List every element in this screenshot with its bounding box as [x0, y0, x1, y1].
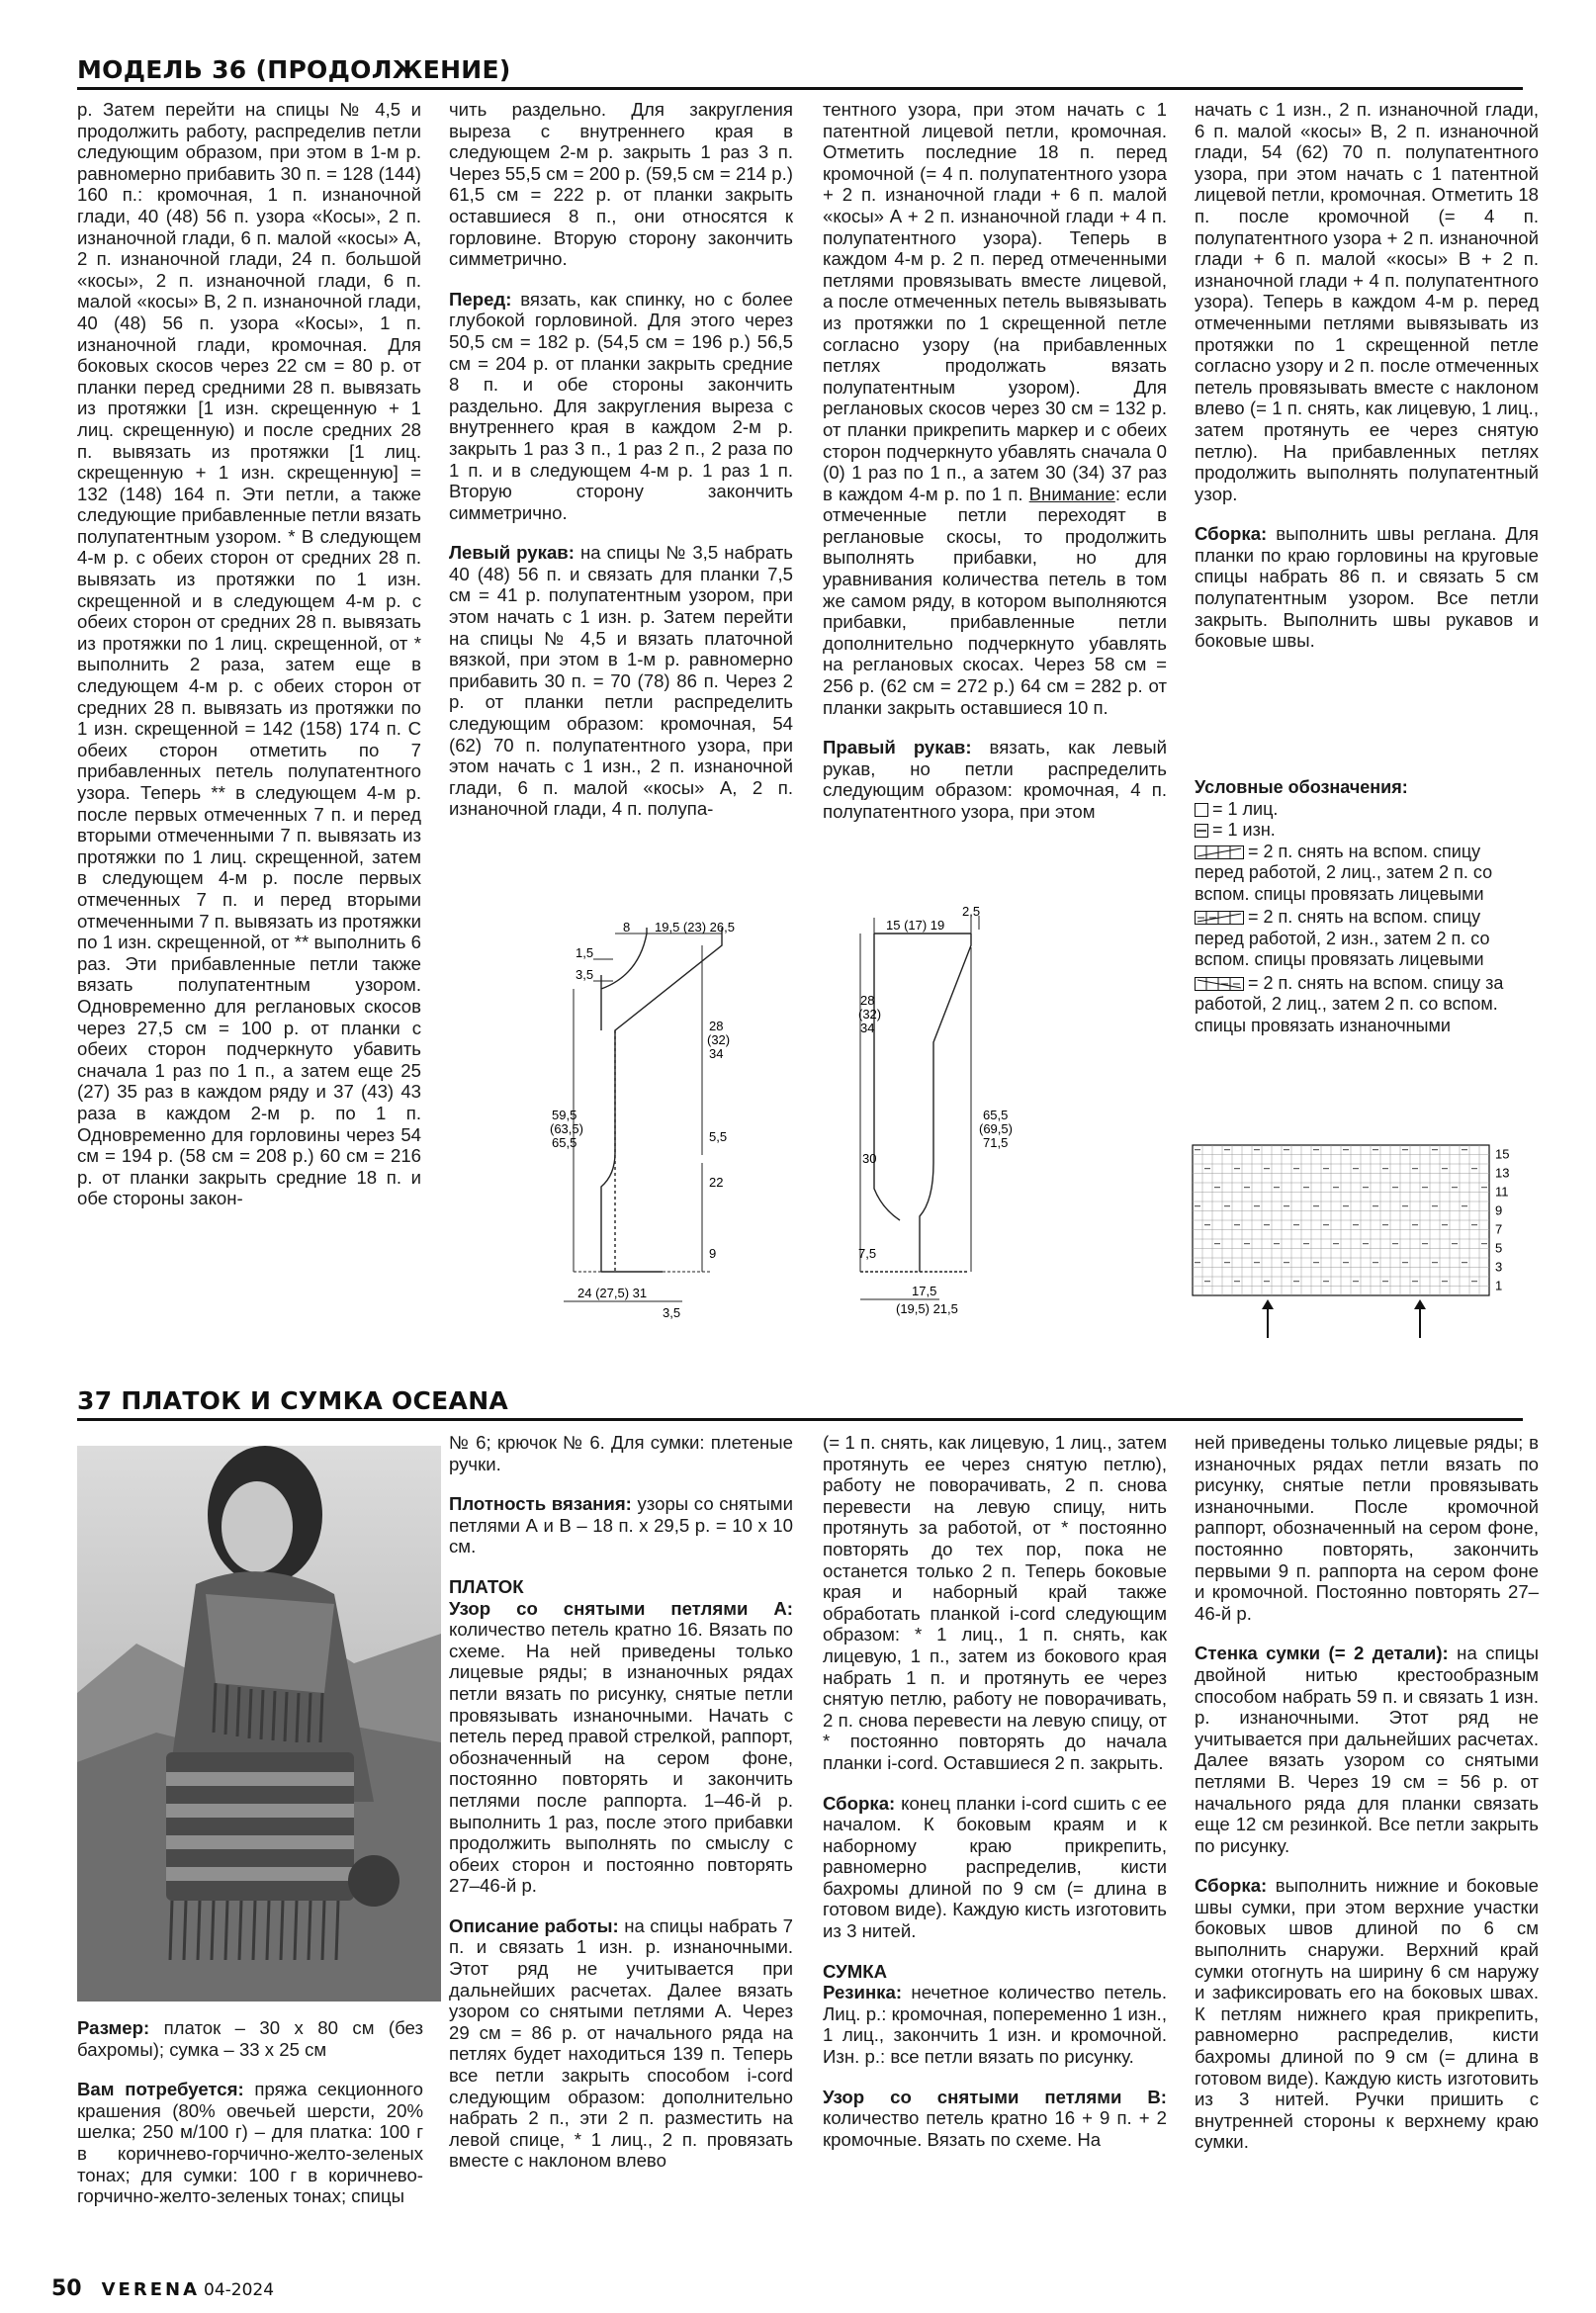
paragraph-lead: Сборка: [1195, 1875, 1268, 1897]
dim-label: 9 [709, 1246, 717, 1261]
legend-item: = 1 изн. [1195, 820, 1531, 842]
dim-label: (32) [707, 1032, 731, 1047]
section-heading: СУМКА [823, 1960, 888, 1982]
gauge-paragraph: Плотность вязания: узоры со снятыми петлями А и В – 18 п. х 29,5 р. = 10 х 10 см. [449, 1493, 793, 1557]
assembly-paragraph: Сборка: выполнить швы реглана. Для планки по краю горловины на круговые спицы набрать 86 п. и связать 5 см полупатентным узором. Все петли закрыть. Выполнить швы рукавов и боковые швы. [1195, 523, 1539, 652]
legend-item: = 2 п. снять на вспом. спицу за работой, 2 лиц., затем 2 п. со вспом. спицы провязать изнаночными [1195, 972, 1504, 1035]
dim-label: (63,5) [550, 1121, 583, 1136]
text-paragraph: р. Затем перейти на спицы № 4,5 и продолжить работу, распределив петли следующим образом, при этом в 1-м р. равномерно прибавить 30 п. = 128 (144) 160 п.: кромочная, 1 п. изнаночной глади, 40 (48) 56 п. узора «Косы», 2 п. изнаночной глади, 6 п. малой «косы» А, 2 п. изнаночной глади, 24 п. большой «косы», 2 п. изнаночной глади, 6 п. малой «косы» В, 2 п. изнаночной глади, 40 (48) 56 п. узора «Косы», 1 п. изнаночной глади, кромочная. Для боковых скосов через 22 см = 80 р. от планки перед средними 28 п. вывязать из протяжки [1 изн. скрещенную + 1 лиц. скрещенную) и после средних 28 п. вывязать из протяжки [1 лиц. скрещенную + 1 изн. скрещенную] = 132 (148) 164 п. Эти петли, а также следующие прибавленные петли вязать полупатентным узором. * В следующем 4-м р. с обеих сторон от средних 28 п. вывязать из протяжки по 1 изн. скрещенной и в следующем 4-м р. с обеих сторон от средних 28 п. вывязать из протяжки по 1 лиц. скрещенной, от * выполнить 2 раза, затем еще в следующем 4-м р. с обеих сторон от средних 28 п. вывязать из протяжки по 1 изн. скрещенной = 142 (158) 174 п. С обеих сторон отметить по 7 прибавленных петель полупатентного узора. Теперь ** в следующем 4-м р. после первых отмеченных 7 п. и перед вторыми отмеченными 7 п. вывязать из протяжки по 1 лиц. скрещенной, затем в следующем 4-м р. после первых отмеченных 7 п. и перед вторыми отмеченными 7 п. вывязать из протяжки по 1 изн. скрещенной, от ** выполнить 6 раз. Эти прибавленные петли также вязать полупатентным узором. Одновременно для реглановых скосов через 27,5 см = 100 р. от планки с обеих сторон подчеркнуто убавить сначала 1 раз по 1 п., а затем еще 25 (27) 35 раз в каждом ряду и 37 (43) 43 раза в каждом 2-м р. по 1 п. Одновременно для горловины через 54 см = 194 р. (58 см = 208 р.) 60 см = 216 р. от планки закрыть средние 18 п. и обе стороны закон- [77, 99, 421, 1209]
row-number: 11 [1495, 1184, 1509, 1200]
dim-label: 65,5 [983, 1108, 1009, 1122]
bag-wall-paragraph: Стенка сумки (= 2 детали): на спицы двойной нитью крестообразным способом набрать 59 п. и связать 1 изн. р. изнаночными. Этот ряд не учитывается при дальнейших расчетах. Далее вязать узором со снятыми петлями В. Через 19 см = 56 р. от начального ряда для планки связать еще 12 см резинкой. Все петли закрыть по рисунку. [1195, 1643, 1539, 1856]
dim-label: 22 [709, 1175, 724, 1190]
model37-column-1 [77, 2017, 423, 2226]
dim-label: 28 [709, 1019, 724, 1033]
pattern-a-paragraph: Узор со снятыми петлями А: количество петель кратно 16. Вязать по схеме. На ней приведены только лицевые ряды; в изнаночных рядах петли вязать по рисунку, снятые петли провязывать изнаночными. Начать с петель перед правой стрелкой, раппорт, обозначенный на сером фоне, постоянно повторять и закончить петлями после раппорта. 1–46-й р. выполнить 1 раз, после этого прибавки продолжить выполнять по смыслу с обеих сторон и постоянно повторять 27–46-й р. [449, 1597, 793, 1897]
work-description-paragraph: Описание работы: на спицы набрать 7 п. и связать 1 изн. р. изнаночными. Этот ряд не учитывается при дальнейших расчетах. Далее вязать узором со снятыми петлями А. Через 29 см = 86 р. от начального ряда на петлях будет находиться 139 п. Теперь все петли закрыть способом i-cord следующим образом: дополнительно набрать 2 п., эти 2 п. разместить на левой спице, * 1 лиц., 2 п. провязать вместе с наклоном влево [449, 1914, 793, 2172]
magazine-name: VERENA [101, 2279, 201, 2300]
dim-label: (69,5) [979, 1121, 1013, 1136]
model36-column-3 [823, 99, 1167, 842]
model36-column-1 [77, 99, 421, 1228]
dim-label: 3,5 [663, 1305, 681, 1320]
text-paragraph: начать с 1 изн., 2 п. изнаночной глади, 6 п. малой «косы» В, 2 п. изнаночной глади, 54 (62) 70 п. полупатентного узора, при этом начать с 1 патентной лицевой петли, кромочная. Отметить 18 п. после кромочной (= 4 п. полупатентного узора + 2 п. изнаночной глади + 6 п. малой «косы» В + 2 п. изнаночной глади + 4 п. полупатентного узора). Теперь в каждом 4-м р. перед отмеченными петлями вывязывать из протяжки по 1 скрещенной петле согласно узору и 2 п. после отмеченных петель провязывать вместе с наклоном влево (= 1 п. снять, как лицевую, 1 лиц., затем протянуть ее через снятую петлю). На прибавленных петлях продолжить выполнять полупатентный узор. [1195, 99, 1539, 504]
paragraph-lead: Стенка сумки (= 2 детали): [1195, 1643, 1449, 1664]
text-paragraph: тентного узора, при этом начать с 1 патентной лицевой петли, кромочная. Отметить последние 18 п. перед кромочной (= 4 п. полупатентного узора + 2 п. изнаночной глади + 6 п. малой «косы» А + 2 п. изнаночной глади + 4 п. полупатентного узора). Теперь в каждом 4-м р. 2 п. перед отмеченными петлями провязывать вместе лицевой, а после отмеченных петель вывязывать из протяжки по 1 скрещенной петле согласно узору (на прибавленных петлях продолжать вязать полупатентным узором). Для реглановых скосов через 30 см = 132 р. от планки прикрепить маркер и с обеих сторон подчеркнуто убавлять сначала 0 (0) 1 раз по 1 п., а затем 30 (34) 37 раз в каждом 4-м р. по 1 п. Внимание: если отмеченные петли переходят в реглановые скосы, то продолжить выполнять прибавки, но для уравнивания количества петель в том же самом ряду, в котором выполняются прибавки, прибавленные петли дополнительно подчеркнуто убавлять на реглановых скосах. Через 58 см = 256 р. (62 см = 272 р.) 64 см = 282 р. от планки закрыть оставшиеся 10 п. [823, 99, 1167, 718]
dim-label: 19,5 (23) 26,5 [655, 920, 735, 934]
dim-label: 34 [860, 1021, 875, 1035]
text-paragraph: ней приведены только лицевые ряды; в изнаночных рядах петли вязать по рисунку, снятые петли провязывать изнаночными. После кромочной раппорт, обозначенный на сером фоне, постоянно повторять, закончить первыми 9 п. раппорта на сером фоне и кромочной. Постоянно повторять 27–46-й р. [1195, 1432, 1539, 1624]
model36-column-4 [1195, 99, 1539, 670]
dim-label: 3,5 [576, 967, 594, 982]
dim-label: 1,5 [576, 945, 594, 960]
model37-column-3 [823, 1432, 1167, 2169]
text-paragraph: (= 1 п. снять, как лицевую, 1 лиц., затем протянуть ее через снятую петлю), работу не поворачивать, 2 п. снова перевести на левую спицу, нить протянуть за работой, от * постоянно повторять до тех пор, пока не останется только 2 п. Теперь боковые края и наборный край также обработать планкой i-cord следующим образом: * 1 лиц., 1 п. снять, как лицевую, 1 п., затем из бокового края набрать 1 п. и протянуть ее через снятую петлю, работу не поворачивать, 2 п. снова перевести на левую спицу, от * постоянно повторять до начала планки i-cord. Оставшиеся 2 п. закрыть. [823, 1432, 1167, 1773]
purl-symbol-icon [1195, 824, 1208, 838]
row-number: 15 [1495, 1146, 1510, 1162]
dim-label: 2,5 [962, 904, 981, 919]
dim-label: 17,5 [912, 1284, 937, 1298]
knitting-chart [1193, 1143, 1519, 1341]
cable-back-knit-icon [1195, 977, 1244, 991]
dim-label: (32) [858, 1007, 882, 1022]
sleeve-schematic [831, 904, 1068, 1331]
left-sleeve-paragraph: Левый рукав: на спицы № 3,5 набрать 40 (48) 56 п. и связать для планки 7,5 см = 41 р. полупатентным узором, при этом начать с 1 изн. р. Затем перейти на спицы № 4,5 и вязать платочной вязкой, при этом в 1-м р. равномерно прибавить 30 п. = 70 (78) 86 п. Через 2 р. от планки петли распределить следующим образом: кромочная, 54 (62) 70 п. полупатентного узора, при этом начать с 1 изн., 2 п. изнаночной глади, 6 п. малой «косы» А, 2 п. изнаночной глади, 4 п. полупа- [449, 542, 793, 820]
assembly-paragraph: Сборка: конец планки i-cord сшить с ее началом. К боковым краям и к наборному краю прикрепить, равномерно распределив, кисти бахромы длиной по 9 см (= длина в готовом виде). Каждую кисть изготовить из 3 нитей. [823, 1792, 1167, 1942]
cable-front-knit-icon [1195, 845, 1244, 859]
row-number: 5 [1495, 1240, 1503, 1256]
paragraph-lead: Узор со снятыми петлями В: [823, 2086, 1167, 2107]
row-number: 9 [1495, 1202, 1503, 1218]
row-number: 3 [1495, 1259, 1503, 1275]
cable-front-purl-icon [1195, 911, 1244, 925]
arrow-head-icon [1414, 1299, 1426, 1309]
dim-label: 59,5 [552, 1108, 577, 1122]
issue-number: 04-2024 [204, 2280, 275, 2300]
arrow-head-icon [1262, 1299, 1274, 1309]
dim-label: (19,5) 21,5 [896, 1301, 958, 1316]
rib-paragraph: Резинка: нечетное количество петель. Лиц. р.: кромочная, попеременно 1 изн., 1 лиц., закончить 1 изн. и кромочной. Изн. р.: все петли вязать по рисунку. [823, 1982, 1167, 2068]
front-paragraph: Перед: вязать, как спинку, но с более глубокой горловиной. Для этого через 50,5 см = 182 р. (54,5 см = 196 р.) 56,5 см = 204 р. от планки закрыть средние 8 п. и обе стороны закончить раздельно. Для закругления выреза с внутреннего края в каждом 2-м р. закрыть 1 раз 3 п., 1 раз 2 п., 2 раза по 1 п. и в следующем 4-м р. 1 раз 1 п. Вторую сторону закончить симметрично. [449, 288, 793, 523]
legend-item: = 2 п. снять на вспом. спицу перед работой, 2 лиц., затем 2 п. со вспом. спицы провязать лицевыми [1195, 841, 1493, 904]
dim-label: 34 [709, 1046, 724, 1061]
row-number: 7 [1495, 1221, 1503, 1237]
legend-title: Условные обозначения: [1195, 777, 1408, 797]
section-title-model-37: 37 ПЛАТОК И СУМКА OCEANA [77, 1386, 509, 1415]
dim-label: 71,5 [983, 1135, 1009, 1150]
legend-item: = 2 п. снять на вспом. спицу перед работой, 2 изн., затем 2 п. со вспом. спицы провязать лицевыми [1195, 907, 1490, 969]
section-heading: ПЛАТОК [449, 1575, 524, 1597]
size-paragraph: Размер: платок – 30 х 80 см (без бахромы); сумка – 33 х 25 см [77, 2017, 423, 2060]
row-number: 13 [1495, 1165, 1510, 1181]
body-schematic [550, 916, 811, 1331]
paragraph-lead: Левый рукав: [449, 542, 575, 564]
row-number: 1 [1495, 1278, 1503, 1293]
dim-label: 24 (27,5) 31 [577, 1286, 648, 1300]
paragraph-lead: Резинка: [823, 1982, 903, 2003]
dim-label: 30 [862, 1151, 877, 1166]
dim-label: 7,5 [858, 1246, 877, 1261]
dim-label: 8 [623, 920, 631, 934]
bag-assembly-paragraph: Сборка: выполнить нижние и боковые швы сумки, при этом верхние участки боковых швов длиной по 6 см выполнить снаружи. Верхний край сумки отогнуть на ширину 6 см наружу и зафиксировать его на боковых швах. К петлям нижнего края прикрепить, равномерно распределив, кисти бахромы длиной по 9 см (= длина в готовом виде). Каждую кисть изготовить из 3 нитей. Ручки пришить с внутренней стороны к верхнему краю сумки. [1195, 1875, 1539, 2153]
model36-column-2 [449, 99, 793, 839]
title-rule [77, 87, 1523, 90]
paragraph-lead: Перед: [449, 288, 512, 310]
knit-symbol-icon [1195, 803, 1208, 817]
body-outline [601, 934, 722, 1272]
paragraph-lead: Описание работы: [449, 1914, 619, 1936]
section-rule [77, 1418, 1523, 1421]
dim-label: 5,5 [709, 1129, 728, 1144]
text-paragraph: № 6; крючок № 6. Для сумки: плетеные ручки. [449, 1432, 793, 1474]
page-title-model-36: МОДЕЛЬ 36 (ПРОДОЛЖЕНИЕ) [77, 55, 511, 84]
materials-paragraph: Вам потребуется: пряжа секционного крашения (80% овечьей шерсти, 20% шелка; 250 м/100 г) – для платка: 100 г в коричнево-горчично-желто-зеленых тонах; для сумки: 100 г в коричнево-горчично-желто-зеленых тонах; спицы [77, 2079, 423, 2207]
right-sleeve-paragraph: Правый рукав: вязать, как левый рукав, но петли распределить следующим образом: кромочная, 4 п. полупатентного узора, при этом [823, 737, 1167, 822]
page-footer [51, 2276, 274, 2301]
paragraph-lead: Размер: [77, 2017, 150, 2038]
paragraph-lead: Сборка: [823, 1792, 896, 1814]
dim-label: 65,5 [552, 1135, 577, 1150]
model37-column-4 [1195, 1432, 1539, 2172]
model37-column-2 [449, 1432, 793, 2190]
paragraph-lead: Сборка: [1195, 523, 1268, 545]
paragraph-lead: Плотность вязания: [449, 1493, 632, 1515]
paragraph-lead: Правый рукав: [823, 737, 972, 758]
legend-item: = 1 лиц. [1195, 799, 1531, 821]
paragraph-lead: Вам потребуется: [77, 2079, 244, 2100]
dim-label: 15 (17) 19 [886, 918, 945, 933]
paragraph-lead: Узор со снятыми петлями А: [449, 1597, 793, 1619]
chart-grid [1193, 1145, 1489, 1295]
page-number: 50 [51, 2276, 82, 2301]
model-photo [77, 1446, 441, 2002]
symbols-legend [1195, 777, 1531, 1036]
chart-row-numbers [1495, 1147, 1509, 1293]
dim-label: 28 [860, 993, 875, 1008]
pattern-b-paragraph: Узор со снятыми петлями В: количество петель кратно 16 + 9 п. + 2 кромочные. Вязать по схеме. На [823, 2086, 1167, 2150]
sleeve-outline [874, 934, 900, 1220]
text-paragraph: чить раздельно. Для закругления выреза с внутреннего края в следующем 2-м р. закрыть 1 раз 3 п. Через 55,5 см = 200 р. (59,5 см = 214 р.) 61,5 см = 222 р. от планки закрыть оставшиеся 8 п., они относятся к горловине. Вторую сторону закончить симметрично. [449, 99, 793, 270]
